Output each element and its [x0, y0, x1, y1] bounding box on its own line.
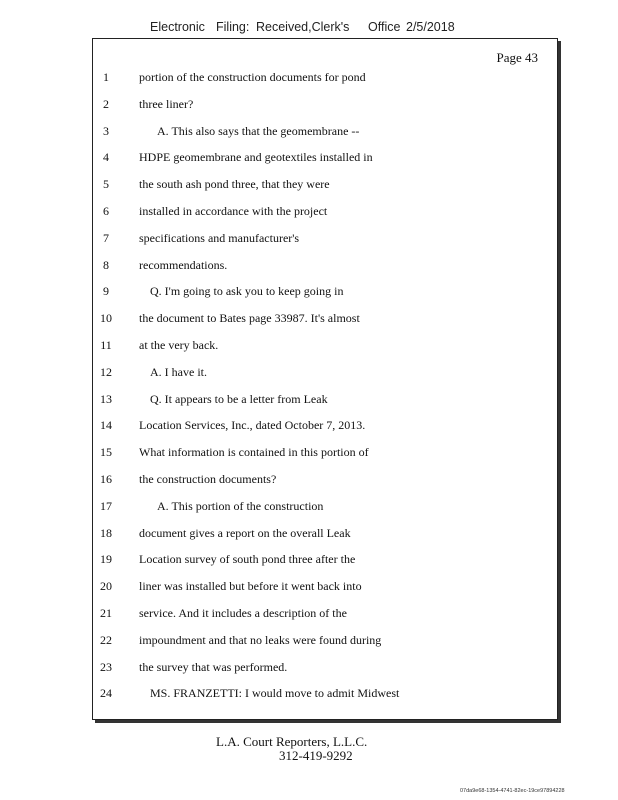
filing-stamp: [0, 20, 618, 38]
line-number: 13: [100, 391, 112, 406]
line-text: document gives a report on the overall Leak: [139, 525, 351, 540]
line-text: the construction documents?: [139, 472, 277, 486]
line-text: the survey that was performed.: [139, 659, 288, 674]
reporter-company: L.A. Court Reporters, L.L.C.: [216, 734, 368, 749]
line-text: installed in accordance with the project: [139, 204, 328, 218]
page-number: Page 43: [496, 50, 538, 65]
transcript-line: [0, 284, 618, 304]
line-text: specifications and manufacturer's: [139, 230, 300, 245]
line-text: HDPE geomembrane and geotextiles installed in: [139, 150, 373, 165]
transcript-line: [0, 177, 618, 197]
stamp-date: 2/5/2018: [406, 20, 455, 34]
line-number: 17: [100, 498, 112, 513]
line-text: impoundment and that no leaks were found during: [139, 632, 382, 647]
line-number: 8: [103, 257, 109, 272]
line-number: 16: [100, 472, 112, 486]
transcript-line: [0, 472, 618, 492]
transcript-line: [0, 150, 618, 170]
line-number: 22: [100, 632, 112, 647]
line-number: 1: [103, 70, 109, 84]
reporter-phone: 312-419-9292: [279, 748, 353, 763]
transcript-line: [0, 579, 618, 599]
document-id: 07da9e68-1354-4741-82ec-19ce97894228: [460, 788, 565, 794]
transcript-line: [0, 633, 618, 653]
line-number: 20: [100, 579, 112, 594]
line-number: 19: [100, 552, 112, 567]
line-text: A. This also says that the geomembrane --: [157, 123, 360, 138]
stamp-electronic: Electronic: [150, 20, 205, 34]
transcript-line: [0, 124, 618, 144]
line-number: 5: [103, 177, 109, 192]
line-text: Location Services, Inc., dated October 7, 2013.: [139, 418, 366, 433]
stamp-received: Received,Clerk's: [256, 20, 350, 34]
line-number: 14: [100, 418, 112, 433]
transcript-line: [0, 418, 618, 438]
transcript-line: [0, 606, 618, 626]
transcript-line: [0, 365, 618, 385]
line-text: recommendations.: [139, 257, 228, 272]
line-text: MS. FRANZETTI: I would move to admit Midwest: [150, 686, 400, 701]
line-number: 12: [100, 364, 112, 379]
transcript-line: [0, 499, 618, 519]
line-text: at the very back.: [139, 338, 219, 352]
transcript-line: [0, 526, 618, 546]
line-text: liner was installed but before it went back into: [139, 579, 362, 594]
line-text: three liner?: [139, 96, 194, 111]
line-text: What information is contained in this portion of: [139, 445, 369, 460]
line-number: 21: [100, 606, 112, 620]
line-number: 18: [100, 525, 112, 540]
transcript-line: [0, 552, 618, 572]
line-text: service. And it includes a description of the: [139, 606, 347, 620]
line-text: Q. I'm going to ask you to keep going in: [150, 284, 344, 299]
line-text: A. I have it.: [150, 364, 207, 379]
line-number: 10: [100, 311, 112, 326]
transcript-line: [0, 204, 618, 224]
stamp-filing: Filing:: [216, 20, 250, 34]
transcript-line: [0, 258, 618, 278]
transcript-line: [0, 231, 618, 251]
line-text: A. This portion of the construction: [157, 498, 324, 513]
transcript-line: [0, 660, 618, 680]
line-number: 3: [103, 123, 109, 138]
line-text: Q. It appears to be a letter from Leak: [150, 391, 328, 406]
line-text: the south ash pond three, that they were: [139, 177, 330, 192]
line-text: portion of the construction documents for pond: [139, 70, 366, 84]
stamp-office: Office: [368, 20, 401, 34]
line-text: Location survey of south pond three after the: [139, 552, 356, 567]
line-number: 7: [103, 230, 109, 245]
line-number: 11: [100, 338, 112, 352]
line-number: 15: [100, 445, 112, 460]
line-number: 23: [100, 659, 112, 674]
line-number: 9: [103, 284, 109, 299]
transcript-line: [0, 311, 618, 331]
line-number: 2: [103, 96, 109, 111]
transcript-line: [0, 97, 618, 117]
transcript-line: [0, 392, 618, 412]
transcript-line: [0, 445, 618, 465]
line-number: 4: [103, 150, 109, 165]
transcript-line: [0, 686, 618, 706]
transcript-line: [0, 70, 618, 90]
transcript-line: [0, 338, 618, 358]
line-number: 24: [100, 686, 112, 701]
line-number: 6: [103, 204, 109, 218]
line-text: the document to Bates page 33987. It's almost: [139, 311, 360, 326]
